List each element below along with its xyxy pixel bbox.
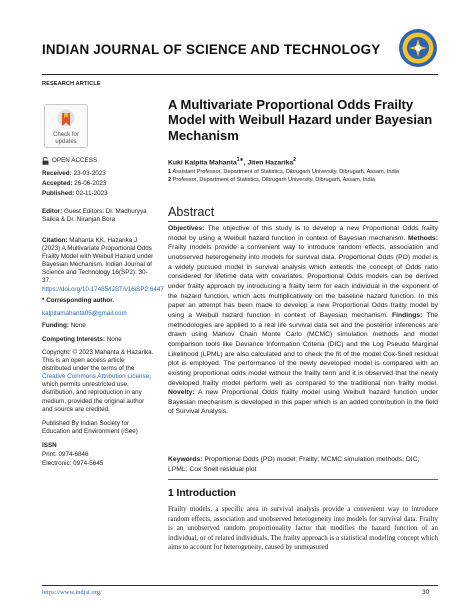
corresponding-email[interactable]: kalpitamahanta05@gmail.com [42, 310, 127, 317]
abstract-divider [168, 221, 438, 222]
check-updates-line2: updates [55, 138, 77, 145]
issn-electronic: Electronic: 0974-5645 [42, 460, 104, 467]
article-type-label: RESEARCH ARTICLE [42, 81, 101, 87]
journal-url-link[interactable]: https://www.indjst.org/ [42, 589, 102, 596]
introduction-heading: 1 Introduction [168, 488, 236, 499]
competing-interests: Competing Interests: None [42, 336, 122, 343]
published-date: Published: 02-11-2023 [42, 190, 108, 197]
abstract-heading: Abstract [168, 205, 215, 219]
header-divider [42, 74, 438, 75]
copyright-block: Copyright: © 2023 Mahanta & Hazarika. This is an open access article distributed under the terms of the Creative Commons Attribution License, which permits unrestricted use, distribution, and reproduction in any medium, provided the original author and source are credited. [42, 349, 154, 413]
citation-block: Citation: Mahanta KK, Hazarika J (2023) A Multivariate Proportional Odds Frailty Model with Weibull Hazard under Bayesian Mechanism. Indian Journal of Science and Technology 16(SP2): 30-37. https://doi.org/10.17485/IJST/v16iSP2.6447 [42, 237, 164, 293]
keywords: Keywords: Proportional Odds (PO) model; Frailty; MCMC simulation methods; DIC; LPML; Cox Snell residual plot [168, 456, 420, 473]
check-updates-line1: Check for [53, 132, 79, 138]
open-lock-icon [42, 157, 49, 165]
accepted-date: Accepted: 26-06-2023 [42, 180, 107, 187]
corresponding-author: * Corresponding author. [42, 297, 115, 304]
funding-info: Funding: None [42, 322, 86, 329]
journal-seal-icon [398, 28, 438, 68]
affiliation-2: 2 Professor, Department of Statistics, Dibrugarh University, Dibrugarh, Assam, India [168, 177, 375, 183]
affiliation-1: 1 Assistant Professor, Department of Statistics, Dibrugarh University, Dibrugarh, Assam, India [168, 169, 399, 175]
abstract-text: Objectives: The objective of this study is to develop a new Proportional Odds frailty model by using a Weibull hazard function in context of Bayesian mechanism. Methods: Frailty models provide a convenient way to introduce random effects, association and unobserved heterogeneity into models for survival data. Proportional Odds (PO) model is a widely pursued model in survival analysis which extends the concept of Odds ratio considered for lifetime data with covariates. Proportional Odds models can be derived under frailty approach by introducing a frailty term for each individual in the exponent of the hazard function, which acts multiplicatively on the baseline hazard function. In this paper an attempt has been made to develop a new Proportional Odds frailty model by using a Weibull hazard function in context of Bayesian mechanism. Findings: The methodologies are applied to a real life survival data set and the posterior inferences are drawn using Markov Chain Monte Carlo (MCMC) simulation methods and model comparison tools like Deviance Information Criteria (DIC) and the Log Pseudo Marginal Likelihood (LPML) are also calculated and to check the fit of the model Cox-Snell residual plot is employed. The performance of the newly developed model is compared with an existing proportional odds model without the frailty term and it is observed that the newly developed frailty model perform well as compared to the traditional non frailty model. Novelty: A new Proportional Odds frailty model using Weibull hazard function under Bayesian mechanism is developed in this paper which is an added contribution in the field of Survival Analysis. [168, 225, 438, 416]
editor-info: Editor: Guest Editors: Dr. Madhuryya Saikia & Dr. Niranjan Bora [42, 208, 147, 224]
author-list: Kuki Kalpita Mahanta$^{1∗}$, Jiten Hazarika$^2$ [168, 157, 297, 167]
open-access-indicator [42, 157, 154, 165]
introduction-text: Frailty models, a specific area in survival analysis provide a convenient way to introduce random effects, association and unobserved heterogeneity into models for survival data. Frailty is an unobserved random proportionality factor that modifies the hazard function of an individual, or of related individuals. The frailty approach is a statistical modeling concept which aims to account for heterogeneity, caused by unmeasured [168, 505, 438, 552]
keywords-divider [168, 479, 438, 480]
journal-title: INDIAN JOURNAL OF SCIENCE AND TECHNOLOGY [42, 42, 381, 57]
check-for-updates-badge[interactable] [44, 104, 88, 148]
doi-link[interactable]: https://doi.org/10.17485/IJST/v16iSP2.6447 [42, 285, 164, 293]
page-number: 30 [422, 589, 430, 596]
issn-print: Print: 0974-6846 [42, 451, 89, 458]
open-access-label: OPEN ACCESS [52, 157, 98, 164]
issn-label: ISSN [42, 442, 57, 449]
author-name: Jiten Hazarika [247, 159, 294, 167]
bookmark-badge-icon [57, 109, 75, 131]
received-date: Received: 23-03-2023 [42, 170, 106, 177]
paper-title: A Multivariate Proportional Odds Frailty Model with Weibull Hazard under Bayesian Mechanism [168, 97, 433, 143]
license-link[interactable]: Creative Commons Attribution License [42, 373, 150, 381]
publisher-info: Published By Indian Society for Education and Environment (iSee) [42, 420, 138, 436]
author-name: Kuki Kalpita Mahanta [168, 159, 237, 167]
footer-divider [42, 585, 438, 586]
